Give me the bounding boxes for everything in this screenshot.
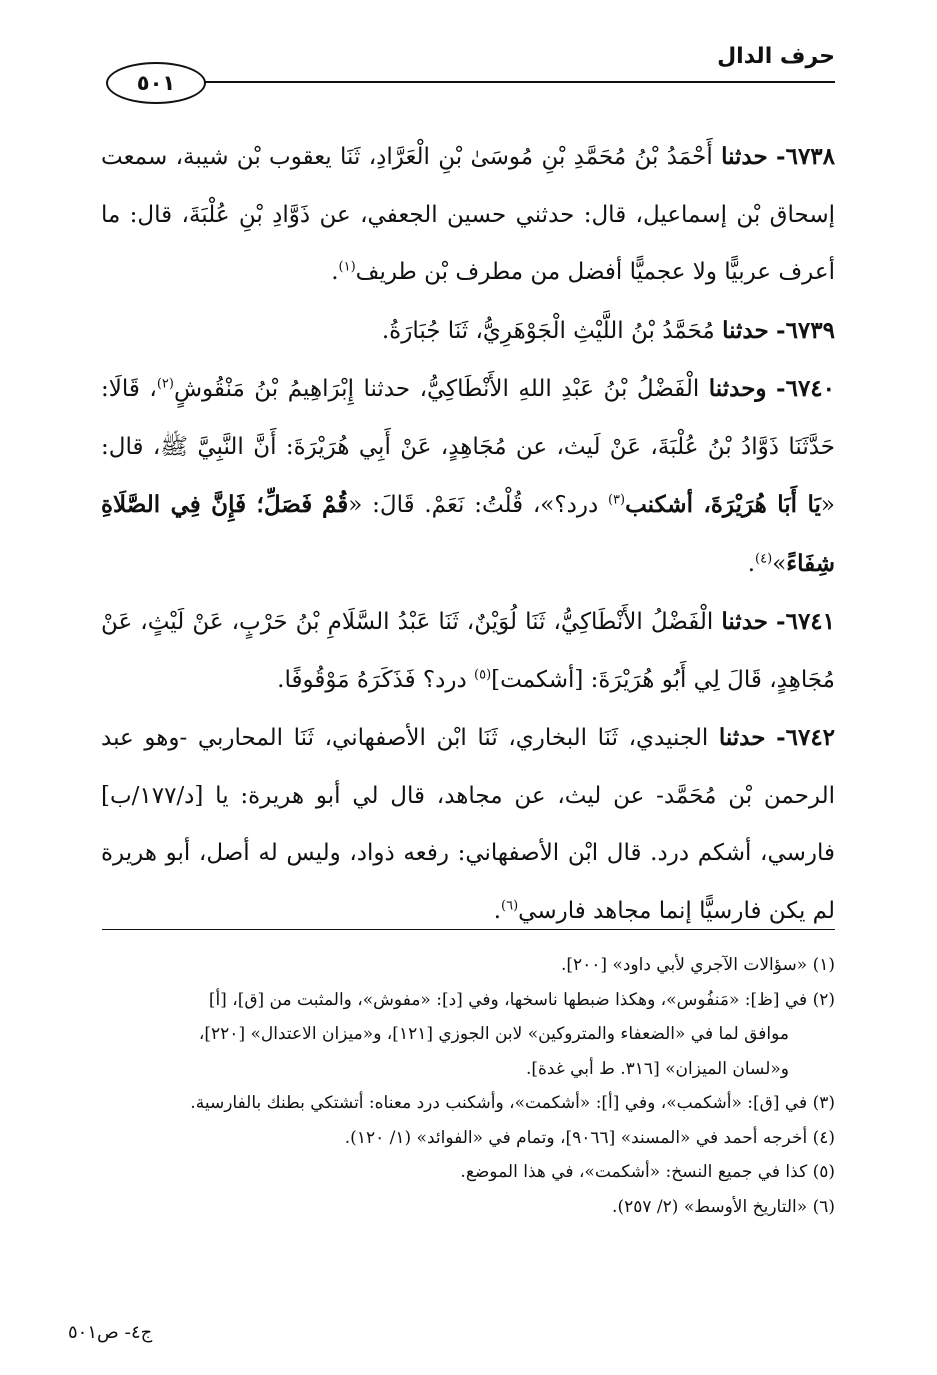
footnote-ref[interactable]: (٦) [501, 897, 519, 913]
footnote-ref[interactable]: (٣) [607, 492, 626, 508]
footnote-6 [101, 1190, 835, 1225]
narration-lead: حدثنا [718, 724, 766, 751]
hadith-number: ٦٧٤٠- [776, 375, 836, 402]
hadith-text: أصل، أبو هريرة لم يكن فارسيًّا إنما مجاهد فارسي [101, 840, 835, 924]
period: . [331, 259, 339, 285]
volume-page-reference: ج٤- ص٥٠١ [68, 1322, 153, 1343]
hadith-text: النَّبِيَّ ﷺ، قال: « [101, 433, 835, 518]
comma: ، [149, 376, 157, 402]
hadith-6739 [101, 302, 835, 361]
footnote-5 [101, 1155, 835, 1190]
prophetic-speech: قُمْ [321, 491, 349, 518]
quote-close: » [772, 550, 787, 577]
narration-lead: حدثنا [721, 608, 768, 635]
hadith-text: درد؟»، قُلْتُ: نَعَمْ. قَالَ: « [348, 492, 608, 518]
footnote-marker: (٤) [812, 1127, 835, 1148]
footnote-2 [101, 983, 835, 1018]
prophetic-speech: يَا أَبَا هُرَيْرَةَ، أشكنب [625, 491, 821, 518]
hadith-6741 [101, 593, 835, 709]
footnote-text: في [ظ]: «مَنفُوس»، وهكذا ضبطها ناسخها، وفي [د]: «مفوش»، والمثبت من [ق]، [أ] [208, 989, 808, 1010]
footnote-text: «التاريخ الأوسط» (٢/ ٢٥٧). [612, 1196, 808, 1217]
footnote-3 [101, 1086, 835, 1121]
hadith-text: يا [د/١٧٧/ب] فارسي، أشكم درد. قال ابْن الأصفهاني: رفعه ذواد، وليس له [101, 782, 835, 866]
hadith-text: أَحْمَدُ بْنُ مُحَمَّدِ بْنِ مُوسَىٰ بْنِ الْعَرَّادِ، ثَنَا يعقوب بْن شيبة، [175, 144, 713, 170]
prophetic-speech: فَصَلِّ؛ فَإِنَّ فِي الصَّلَاةِ شِفَاءً [101, 491, 835, 577]
footnote-marker: (١) [812, 955, 835, 975]
footnote-2-cont [101, 1052, 835, 1087]
footnote-2-cont [101, 1017, 835, 1052]
footnote-ref[interactable]: (٥) [474, 666, 492, 682]
hadith-text: الجنيدي، ثَنَا البخاري، ثَنَا ابْن الأصفهاني، ثَنَا المحاربي [197, 725, 709, 751]
hadith-text: الْفَضْلُ الأَنْطَاكِيُّ، ثَنَا لُوَيْنٌ، ثَنَا عَبْدُ السَّلَامِ بْنُ حَرْبٍ، عَنْ [192, 609, 714, 635]
footnote-text: في [ق]: «أشكمب»، وفي [أ]: «أشكمت»، وأشكنب درد معناه: أتشتكي بطنك بالفارسية. [190, 1093, 808, 1113]
hadith-text: درد؟ فَذَكَرَهُ مَوْقُوفًا. [277, 666, 475, 693]
hadith-text: مُحَمَّدُ بْنُ اللَّيْثِ الْجَوْهَرِيُّ، ثَنَا جُبَارَةُ. [381, 317, 715, 344]
footnote-ref[interactable]: (٤) [755, 550, 773, 566]
footnote-text: و«لسان الميزان» [٣١٦. ط أبي غدة]. [525, 1058, 789, 1079]
footnote-text: موافق لما في «الضعفاء والمتروكين» لابن الجوزي [١٢١]، و«ميزان الاعتدال» [٢٢٠]، [198, 1024, 789, 1044]
hadith-number: ٦٧٣٩- [776, 316, 835, 344]
footnote-text: كذا في جميع النسخ: «أشكمت»، في هذا الموضع. [460, 1162, 808, 1182]
period: . [493, 897, 502, 924]
period: . [747, 550, 756, 577]
footnote-marker: (٢) [812, 989, 835, 1010]
hadith-6738 [101, 128, 835, 302]
hadith-6742 [101, 709, 835, 940]
footnote-ref[interactable]: (٢) [156, 376, 174, 392]
footnote-4 [101, 1121, 835, 1156]
page-number: ٥٠١ [106, 62, 206, 104]
hadith-6740 [101, 360, 835, 593]
footnote-marker: (٥) [812, 1162, 835, 1182]
footnote-1 [101, 948, 835, 983]
hadith-text: سمعت إسحاق بْن إسماعيل، قال: حدثني حسين الجعفي، عن ذَوَّادِ بْنِ عُلْبَةَ، [101, 144, 835, 228]
narration-lead: حدثنا [721, 143, 768, 170]
footnote-ref[interactable]: (١) [338, 259, 356, 275]
footnote-text: «سؤالات الآجري لأبي داود» [٢٠٠]. [560, 955, 808, 975]
footnote-separator [102, 929, 835, 930]
main-text [101, 128, 835, 940]
hadith-text: -وهو عبد الرحمن بْن مُحَمَّد- عن ليث، عن مجاهد، قال لي أبو هريرة: [101, 725, 835, 809]
hadith-text: قال: ما أعرف عربيًّا ولا عجميًّا أفضل من مطرف بْن طريف [101, 201, 835, 285]
header-rule [200, 81, 835, 83]
chapter-title: حرف الدال [717, 44, 835, 69]
footnotes [101, 948, 835, 1224]
hadith-number: ٦٧٤٢- [776, 724, 836, 751]
footnote-text: أخرجه أحمد في «المسند» [٩٠٦٦]، وتمام في «الفوائد» (١/ ١٢٠). [344, 1127, 808, 1148]
narration-lead: حدثنا [722, 316, 769, 344]
hadith-text: لَيْثٍ، عَنْ مُجَاهِدٍ، قَالَ لِي أَبُو هُرَيْرَةَ: [أشكمت] [101, 609, 835, 693]
footnote-marker: (٣) [812, 1093, 835, 1113]
narration-lead: وحدثنا [708, 375, 767, 402]
footnote-marker: (٦) [812, 1196, 835, 1217]
hadith-number: ٦٧٣٨- [776, 143, 836, 170]
hadith-text: قَالَا: حَدَّثَنَا ذَوَّادُ بْنُ عُلْبَةَ، عَنْ لَيث، عن مُجَاهِدٍ، عَنْ أَبِي هُرَيْرَةَ: أَنَّ [101, 376, 836, 460]
hadith-text: الْفَضْلُ بْنُ عَبْدِ اللهِ الأَنْطَاكِيُّ، حدثنا إِبْرَاهِيمُ بْنُ مَنْقُوشٍ [173, 376, 700, 402]
hadith-number: ٦٧٤١- [776, 608, 836, 635]
